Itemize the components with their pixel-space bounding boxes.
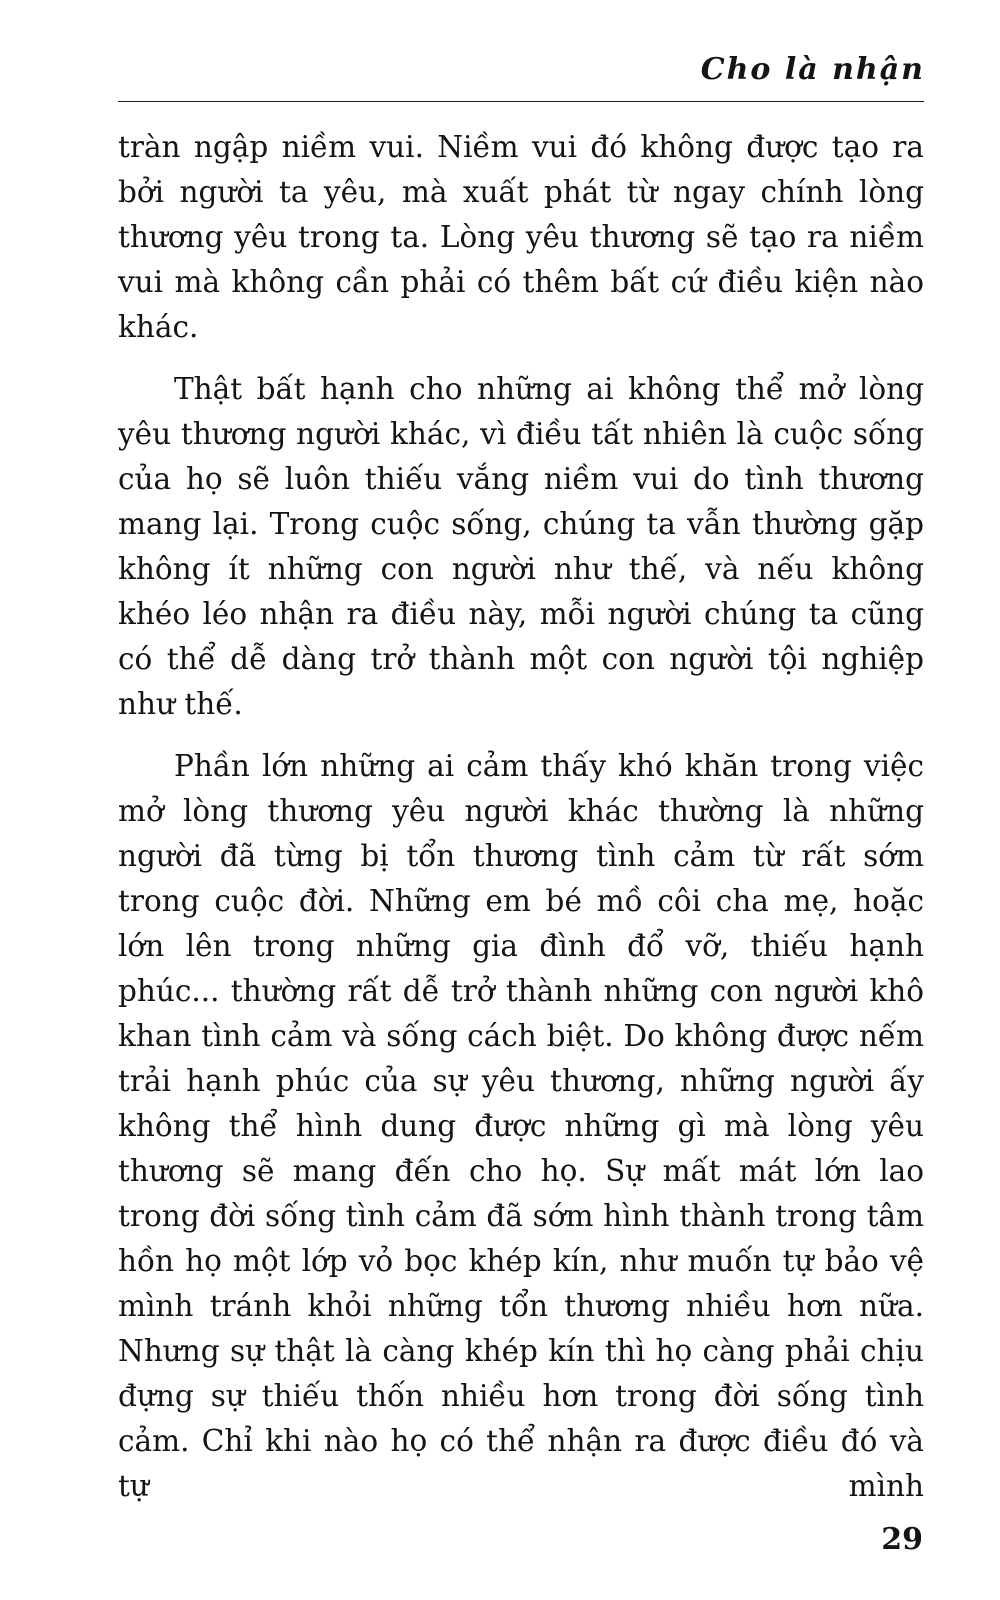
body-text [118,125,924,1526]
header-divider [118,101,924,102]
page-number: 29 [881,1522,923,1557]
running-head-title: Cho là nhận [700,52,925,87]
paragraph-3: Phần lớn những ai cảm thấy khó khăn trong việc mở lòng thương yêu người khác thường là những người đã từng bị tổn thương tình cảm từ rất sớm trong cuộc đời. Những em bé mồ côi cha mẹ, hoặc lớn lên trong những gia đình đổ vỡ, thiếu hạnh phúc... thường rất dễ trở thành những con người khô khan tình cảm và sống cách biệt. Do không được nếm trải hạnh phúc của sự yêu thương, những người ấy không thể hình dung được những gì mà lòng yêu thương sẽ mang đến cho họ. Sự mất mát lớn lao trong đời sống tình cảm đã sớm hình thành trong tâm hồn họ một lớp vỏ bọc khép kín, như muốn tự bảo vệ mình tránh khỏi những tổn thương nhiều hơn nữa. Nhưng sự thật là càng khép kín thì họ càng phải chịu đựng sự thiếu thốn nhiều hơn trong đời sống tình cảm. Chỉ khi nào họ có thể nhận ra được điều đó và tự mình [118,749,924,1503]
paragraph-2: Thật bất hạnh cho những ai không thể mở lòng yêu thương người khác, vì điều tất nhiên là cuộc sống của họ sẽ luôn thiếu vắng niềm vui do tình thương mang lại. Trong cuộc sống, chúng ta vẫn thường gặp không ít những con người như thế, và nếu không khéo léo nhận ra điều này, mỗi người chúng ta cũng có thể dễ dàng trở thành một con người tội nghiệp như thế. [118,372,924,721]
paragraph-1: tràn ngập niềm vui. Niềm vui đó không được tạo ra bởi người ta yêu, mà xuất phát từ ngay chính lòng thương yêu trong ta. Lòng yêu thương sẽ tạo ra niềm vui mà không cần phải có thêm bất cứ điều kiện nào khác. [118,130,924,344]
